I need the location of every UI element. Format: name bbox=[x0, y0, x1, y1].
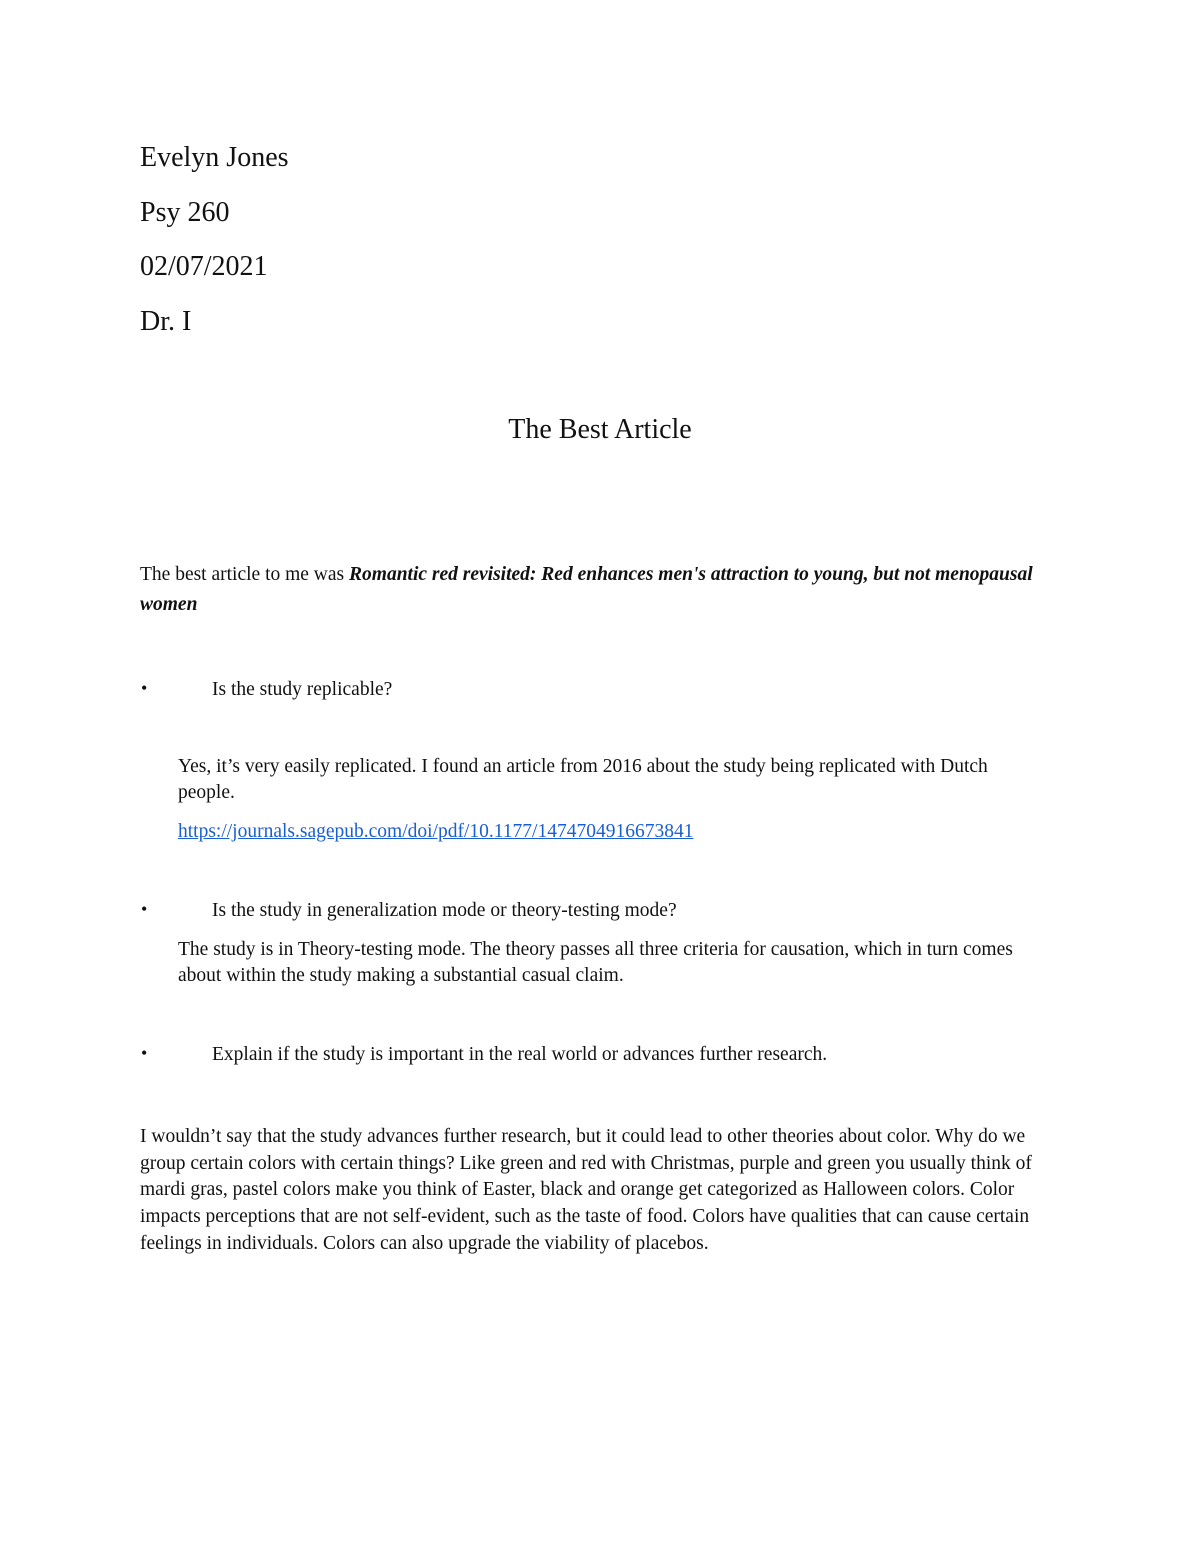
answer-2: The study is in Theory-testing mode. The theory passes all three criteria for causation, which in turn comes about within the study making a substantial casual claim. bbox=[178, 939, 1013, 986]
instructor: Dr. I bbox=[140, 306, 192, 337]
bullet-icon: • bbox=[141, 1043, 148, 1063]
question-1: Is the study replicable? bbox=[212, 679, 393, 700]
date: 02/07/2021 bbox=[140, 251, 268, 282]
page-title: The Best Article bbox=[508, 414, 692, 445]
course-name: Psy 260 bbox=[140, 197, 230, 228]
bullet-icon: • bbox=[141, 678, 148, 698]
conclusion-paragraph: I wouldn’t say that the study advances further research, but it could lead to other theories about color. Why do we group certain colors with certain things? Like green and red with Christmas, purple and green you usually think of mardi gras, pastel colors make you think of Easter, black and orange get categorized as Halloween colors. Color impacts perceptions that are not self-evident, such as the taste of food. Colors have qualities that can cause certain feelings in individuals. Colors can also upgrade the viability of placebos. bbox=[140, 1126, 1032, 1254]
intro-paragraph bbox=[140, 560, 1040, 620]
intro-prefix: The best article to me was bbox=[140, 564, 350, 585]
answer-1: Yes, it’s very easily replicated. I found an article from 2016 about the study being replicated with Dutch people. bbox=[178, 756, 988, 803]
question-3: Explain if the study is important in the real world or advances further research. bbox=[212, 1044, 828, 1065]
bullet-icon: • bbox=[141, 899, 148, 919]
author-name: Evelyn Jones bbox=[140, 142, 289, 173]
question-2: Is the study in generalization mode or theory-testing mode? bbox=[212, 900, 677, 921]
article-title: Romantic red revisited: Red enhances men's attraction to young, but not menopausal women bbox=[140, 564, 1033, 615]
article-link[interactable]: https://journals.sagepub.com/doi/pdf/10.1177/1474704916673841 bbox=[178, 821, 694, 842]
